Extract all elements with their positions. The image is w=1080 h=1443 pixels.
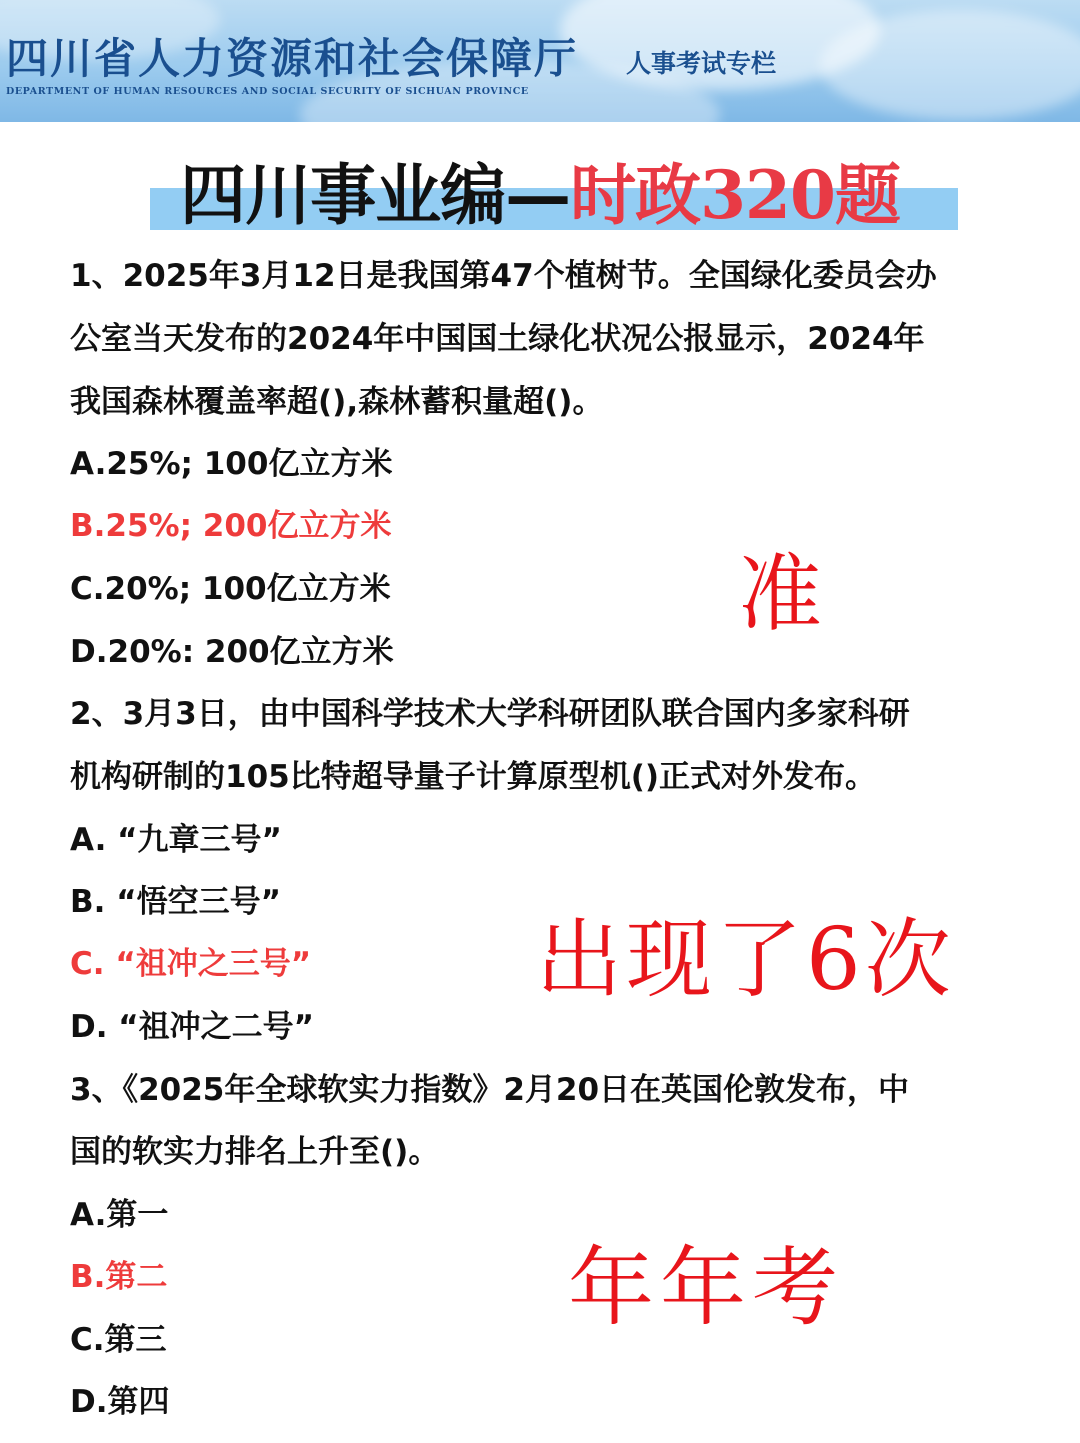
question-3-option-b-answer: B.第二 xyxy=(70,1259,168,1295)
page-title xyxy=(0,142,1080,237)
question-3-option-c: C.第三 xyxy=(70,1322,167,1358)
question-2-option-d: D. “祖冲之二号” xyxy=(70,1009,315,1045)
question-1-option-c: C.20%; 100亿立方米 xyxy=(70,571,391,607)
question-3-option-a: A.第一 xyxy=(70,1197,169,1233)
annotation-yearly: 年年考 xyxy=(568,1238,844,1338)
annotation-accurate: 准 xyxy=(738,545,823,643)
question-1-stem-line: 1、2025年3月12日是我国第47个植树节。全国绿化委员会办 xyxy=(70,258,937,294)
cloud-decoration xyxy=(820,10,1080,120)
org-english-name: DEPARTMENT OF HUMAN RESOURCES AND SOCIAL SECURITY OF SICHUAN PROVINCE xyxy=(6,86,529,97)
title-part-main: 四川事业编— xyxy=(180,156,571,234)
question-3-stem-line: 3、《2025年全球软实力指数》2月20日在英国伦敦发布，中 xyxy=(70,1072,910,1108)
question-1-option-a: A.25%; 100亿立方米 xyxy=(70,446,393,482)
question-1-option-d: D.20%: 200亿立方米 xyxy=(70,634,394,670)
title-part-highlight: 时政320题 xyxy=(570,156,900,234)
question-1-stem-line: 我国森林覆盖率超(),森林蓄积量超()。 xyxy=(70,384,604,420)
annotation-frequency: 出现了6次 xyxy=(536,910,955,1010)
question-2-stem-line: 机构研制的105比特超导量子计算原型机()正式对外发布。 xyxy=(70,759,877,795)
question-3-option-d: D.第四 xyxy=(70,1384,170,1420)
question-2-option-b: B. “悟空三号” xyxy=(70,884,281,920)
header-banner xyxy=(0,0,1080,122)
question-1-option-b-answer: B.25%; 200亿立方米 xyxy=(70,508,392,544)
question-3-stem-line: 国的软实力排名上升至()。 xyxy=(70,1134,440,1170)
question-1-stem-line: 公室当天发布的2024年中国国土绿化状况公报显示，2024年 xyxy=(70,321,925,357)
column-name: 人事考试专栏 xyxy=(626,49,777,78)
question-2-stem-line: 2、3月3日，由中国科学技术大学科研团队联合国内多家科研 xyxy=(70,696,910,732)
org-name: 四川省人力资源和社会保障厅 xyxy=(6,34,579,83)
question-2-option-c-answer: C. “祖冲之三号” xyxy=(70,946,312,982)
question-2-option-a: A. “九章三号” xyxy=(70,822,282,858)
